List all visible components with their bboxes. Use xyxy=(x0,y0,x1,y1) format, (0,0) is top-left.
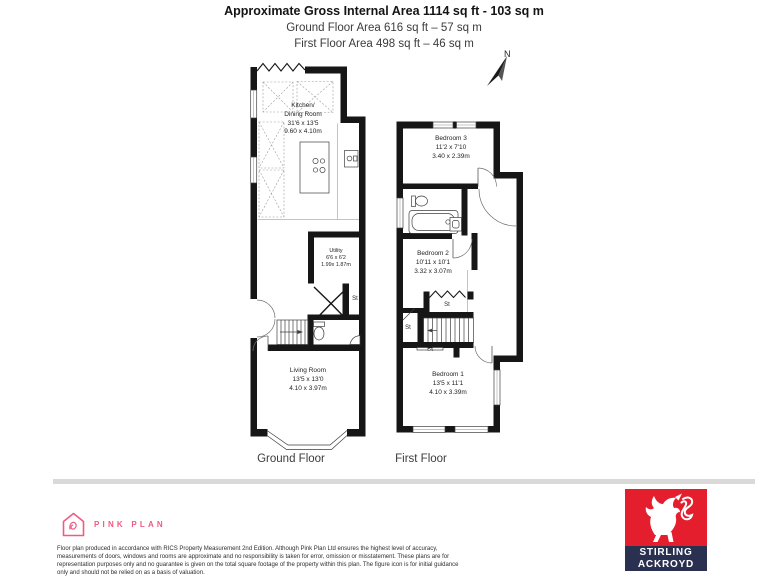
north-label: N xyxy=(504,49,511,59)
page-title: Approximate Gross Internal Area 1114 sq ft - 103 sq m xyxy=(224,4,544,18)
room-label-utility: Utility 6'6 x 6'2 1.99x 1.87m xyxy=(321,248,351,269)
storage-label-ff-left: St xyxy=(405,324,411,331)
basin-icon xyxy=(450,218,462,232)
storage-label-gf: St xyxy=(352,296,358,302)
ground-floor-caption: Ground Floor xyxy=(257,453,325,465)
room-label-living-room: Living Room 13'5 x 13'0 4.10 x 3.97m xyxy=(289,367,327,392)
agency-logo xyxy=(625,489,707,571)
ground-floor-area-line: Ground Floor Area 616 sq ft – 57 sq m xyxy=(286,22,482,34)
toilet-icon xyxy=(412,196,428,207)
storage-label-ff-bifold: St xyxy=(444,302,450,308)
disclaimer-text: Floor plan produced in accordance with RICS Property Measurement 2nd Edition. Although Pink Plan Ltd ensures the highest level of accuracy, measurements of doors, windows and rooms are approximate and no responsibility is taken for error, omission or misstatement. These plans are for representation purposes only and no guarantee is given on the total square footage of the property within this plan. The figure icon is for initial guidance only and should not be relied on as a basis of valuation. xyxy=(57,546,459,576)
stairs-ground xyxy=(277,320,308,345)
room-label-bedroom3: Bedroom 3 11'2 x 7'10 3.40 x 2.39m xyxy=(432,135,470,160)
pink-plan-brand: PINK PLAN xyxy=(94,519,166,529)
agency-logo-red-panel xyxy=(625,489,707,546)
north-arrow-icon xyxy=(483,50,517,94)
header xyxy=(0,4,768,52)
first-floor-area-line: First Floor Area 498 sq ft – 46 sq m xyxy=(294,37,474,50)
agency-name-line1: STIRLING xyxy=(639,547,693,558)
room-label-kitchen: Kitchen/ Dining Room 31'6 x 13'5 9.60 x 4.10m xyxy=(284,102,322,136)
first-floor-plan xyxy=(393,110,527,455)
pink-plan-logo xyxy=(62,511,166,537)
storage-label-ff-bottom: St xyxy=(427,347,433,353)
toilet-icon xyxy=(314,322,325,340)
agency-name xyxy=(625,546,707,571)
kitchen-island xyxy=(300,142,329,193)
stairs-first xyxy=(424,318,474,343)
agency-name-line2: ACKROYD xyxy=(637,558,695,570)
room-label-bedroom2: Bedroom 2 10'11 x 10'1 3.32 x 3.07m xyxy=(414,250,452,275)
footer-divider xyxy=(53,479,755,484)
griffin-icon xyxy=(625,489,707,546)
sink-icon xyxy=(345,151,359,168)
room-label-bedroom1: Bedroom 1 13'5 x 11'1 4.10 x 3.39m xyxy=(429,371,467,396)
corner-basin-icon xyxy=(350,336,360,345)
first-floor-caption: First Floor xyxy=(395,453,447,465)
pink-plan-house-icon xyxy=(62,512,85,537)
